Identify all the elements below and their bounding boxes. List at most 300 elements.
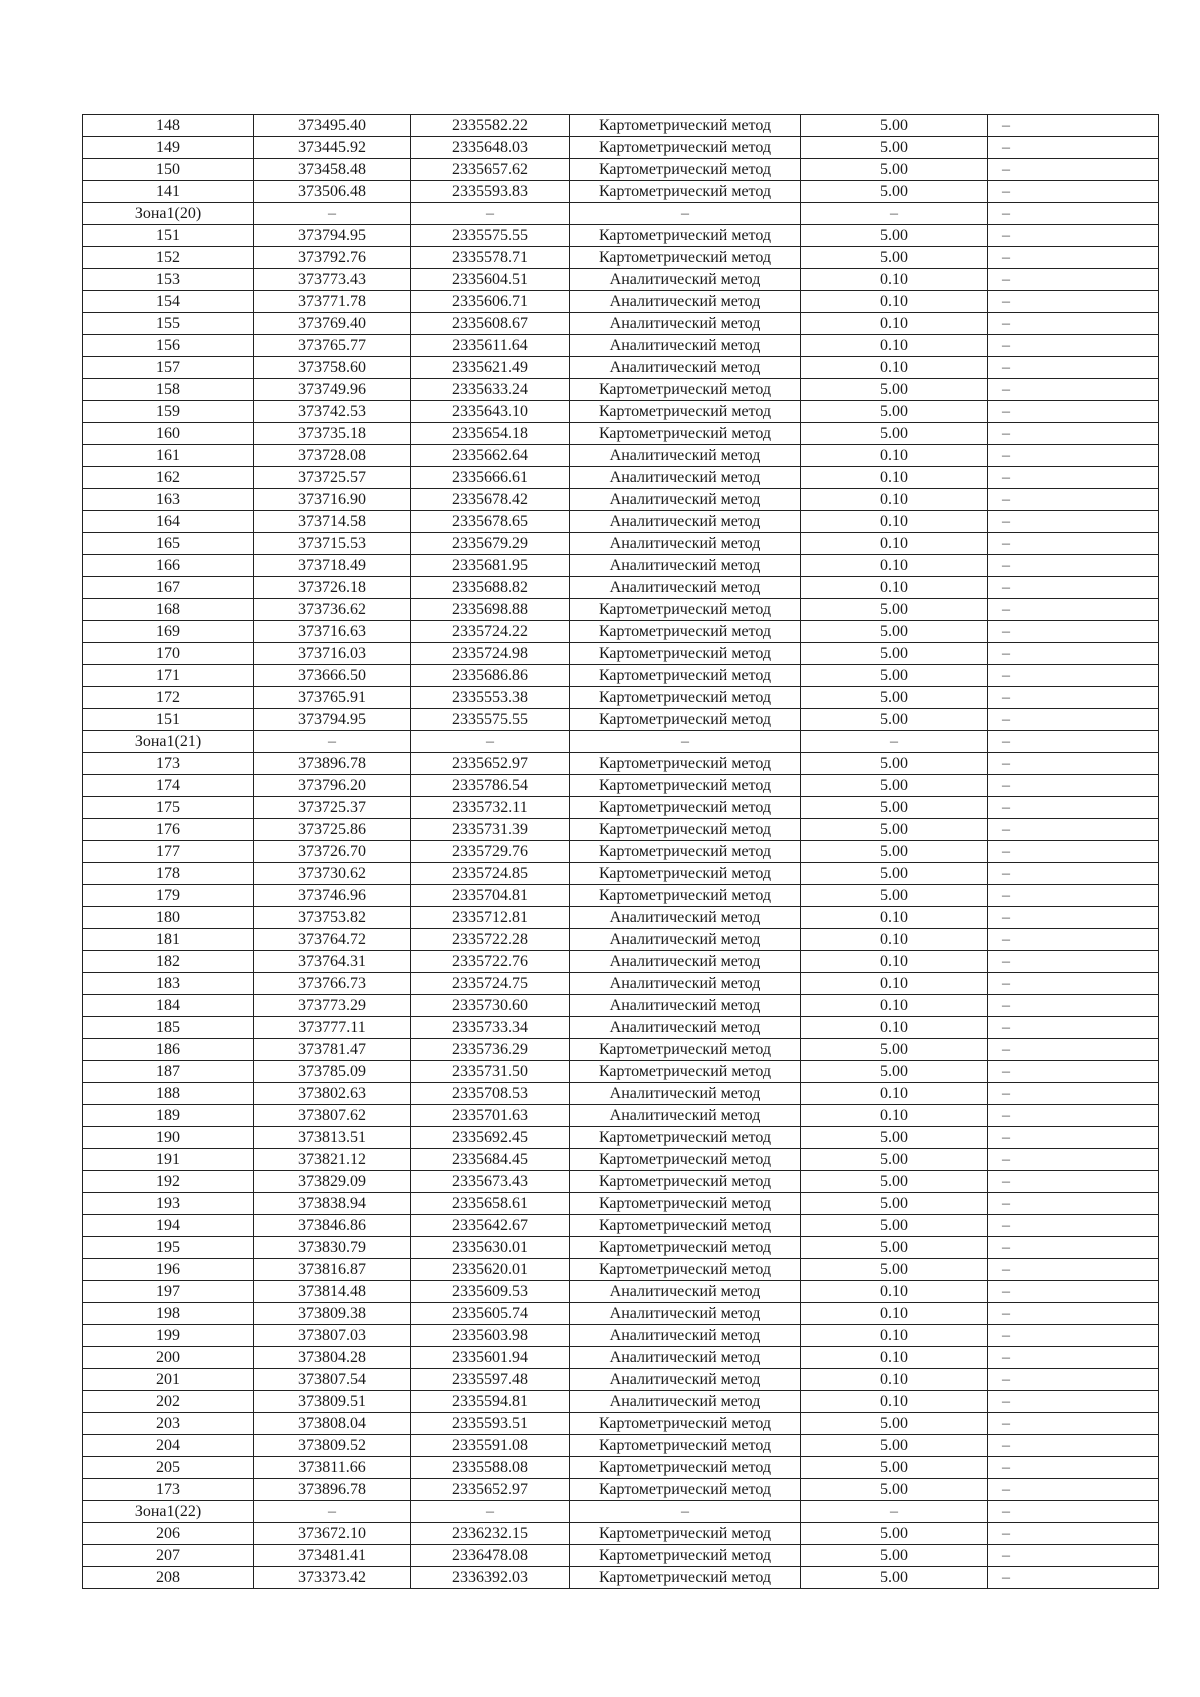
x-coordinate-cell: 373495.40 <box>254 115 411 137</box>
description-cell: – <box>988 1127 1159 1149</box>
point-number-cell: 182 <box>83 951 254 973</box>
x-coordinate-cell: 373725.57 <box>254 467 411 489</box>
method-cell: Картометрический метод <box>570 159 801 181</box>
accuracy-cell: – <box>801 731 988 753</box>
y-coordinate-cell: – <box>411 1501 570 1523</box>
y-coordinate-cell: 2336478.08 <box>411 1545 570 1567</box>
point-number-cell: 170 <box>83 643 254 665</box>
accuracy-cell: 0.10 <box>801 1369 988 1391</box>
table-row <box>83 1237 1159 1259</box>
method-cell: Аналитический метод <box>570 357 801 379</box>
point-number-cell: 152 <box>83 247 254 269</box>
method-cell: Картометрический метод <box>570 1259 801 1281</box>
x-coordinate-cell: 373794.95 <box>254 709 411 731</box>
x-coordinate-cell: 373753.82 <box>254 907 411 929</box>
x-coordinate-cell: 373766.73 <box>254 973 411 995</box>
description-cell: – <box>988 401 1159 423</box>
method-cell: Картометрический метод <box>570 1567 801 1589</box>
accuracy-cell: 5.00 <box>801 1435 988 1457</box>
description-cell: – <box>988 159 1159 181</box>
y-coordinate-cell: 2335731.39 <box>411 819 570 841</box>
point-number-cell: 189 <box>83 1105 254 1127</box>
x-coordinate-cell: 373718.49 <box>254 555 411 577</box>
table-row <box>83 137 1159 159</box>
y-coordinate-cell: 2335724.85 <box>411 863 570 885</box>
point-number-cell: 156 <box>83 335 254 357</box>
accuracy-cell: 5.00 <box>801 247 988 269</box>
x-coordinate-cell: 373809.52 <box>254 1435 411 1457</box>
description-cell: – <box>988 313 1159 335</box>
x-coordinate-cell: 373809.38 <box>254 1303 411 1325</box>
y-coordinate-cell: 2335633.24 <box>411 379 570 401</box>
method-cell: Аналитический метод <box>570 511 801 533</box>
x-coordinate-cell: 373746.96 <box>254 885 411 907</box>
x-coordinate-cell: 373445.92 <box>254 137 411 159</box>
accuracy-cell: 0.10 <box>801 1303 988 1325</box>
description-cell: – <box>988 357 1159 379</box>
table-row <box>83 225 1159 247</box>
accuracy-cell: 0.10 <box>801 357 988 379</box>
y-coordinate-cell: 2335588.08 <box>411 1457 570 1479</box>
y-coordinate-cell: 2335575.55 <box>411 225 570 247</box>
accuracy-cell: 5.00 <box>801 1545 988 1567</box>
accuracy-cell: 0.10 <box>801 467 988 489</box>
description-cell: – <box>988 643 1159 665</box>
accuracy-cell: 0.10 <box>801 577 988 599</box>
method-cell: Картометрический метод <box>570 401 801 423</box>
accuracy-cell: 0.10 <box>801 1347 988 1369</box>
table-row <box>83 379 1159 401</box>
table-row <box>83 643 1159 665</box>
table-row <box>83 1017 1159 1039</box>
y-coordinate-cell: 2336232.15 <box>411 1523 570 1545</box>
point-number-cell: 206 <box>83 1523 254 1545</box>
description-cell: – <box>988 907 1159 929</box>
table-row <box>83 929 1159 951</box>
method-cell: Аналитический метод <box>570 577 801 599</box>
table-row <box>83 1435 1159 1457</box>
y-coordinate-cell: 2335605.74 <box>411 1303 570 1325</box>
x-coordinate-cell: 373735.18 <box>254 423 411 445</box>
description-cell: – <box>988 1479 1159 1501</box>
point-number-cell: 185 <box>83 1017 254 1039</box>
method-cell: Картометрический метод <box>570 753 801 775</box>
point-number-cell: 196 <box>83 1259 254 1281</box>
x-coordinate-cell: 373807.62 <box>254 1105 411 1127</box>
method-cell: Аналитический метод <box>570 1017 801 1039</box>
point-number-cell: 151 <box>83 225 254 247</box>
method-cell: Картометрический метод <box>570 225 801 247</box>
x-coordinate-cell: 373804.28 <box>254 1347 411 1369</box>
accuracy-cell: 5.00 <box>801 1215 988 1237</box>
y-coordinate-cell: 2335611.64 <box>411 335 570 357</box>
method-cell: Картометрический метод <box>570 665 801 687</box>
x-coordinate-cell: 373816.87 <box>254 1259 411 1281</box>
table-row <box>83 1303 1159 1325</box>
y-coordinate-cell: 2335678.65 <box>411 511 570 533</box>
x-coordinate-cell: 373807.03 <box>254 1325 411 1347</box>
accuracy-cell: 5.00 <box>801 885 988 907</box>
y-coordinate-cell: 2335724.22 <box>411 621 570 643</box>
y-coordinate-cell: 2335732.11 <box>411 797 570 819</box>
description-cell: – <box>988 1259 1159 1281</box>
description-cell: – <box>988 599 1159 621</box>
table-row <box>83 665 1159 687</box>
accuracy-cell: 5.00 <box>801 159 988 181</box>
accuracy-cell: 5.00 <box>801 665 988 687</box>
method-cell: Картометрический метод <box>570 775 801 797</box>
y-coordinate-cell: 2335642.67 <box>411 1215 570 1237</box>
point-number-cell: 194 <box>83 1215 254 1237</box>
description-cell: – <box>988 1171 1159 1193</box>
point-number-cell: 176 <box>83 819 254 841</box>
point-number-cell: 197 <box>83 1281 254 1303</box>
point-number-cell: 188 <box>83 1083 254 1105</box>
method-cell: Картометрический метод <box>570 1215 801 1237</box>
accuracy-cell: 0.10 <box>801 269 988 291</box>
description-cell: – <box>988 1105 1159 1127</box>
table-row <box>83 1281 1159 1303</box>
accuracy-cell: 5.00 <box>801 1061 988 1083</box>
x-coordinate-cell: 373773.29 <box>254 995 411 1017</box>
y-coordinate-cell: 2335648.03 <box>411 137 570 159</box>
accuracy-cell: 0.10 <box>801 973 988 995</box>
x-coordinate-cell: 373714.58 <box>254 511 411 533</box>
x-coordinate-cell: 373765.77 <box>254 335 411 357</box>
table-row <box>83 401 1159 423</box>
point-number-cell: Зона1(20) <box>83 203 254 225</box>
y-coordinate-cell: 2335654.18 <box>411 423 570 445</box>
x-coordinate-cell: 373716.63 <box>254 621 411 643</box>
y-coordinate-cell: 2335688.82 <box>411 577 570 599</box>
x-coordinate-cell: 373771.78 <box>254 291 411 313</box>
accuracy-cell: 5.00 <box>801 797 988 819</box>
y-coordinate-cell: 2335609.53 <box>411 1281 570 1303</box>
point-number-cell: 148 <box>83 115 254 137</box>
method-cell: Аналитический метод <box>570 313 801 335</box>
table-row <box>83 1061 1159 1083</box>
table-row <box>83 1127 1159 1149</box>
accuracy-cell: 5.00 <box>801 1193 988 1215</box>
point-number-cell: 205 <box>83 1457 254 1479</box>
y-coordinate-cell: 2335684.45 <box>411 1149 570 1171</box>
table-row <box>83 1413 1159 1435</box>
y-coordinate-cell: 2335681.95 <box>411 555 570 577</box>
point-number-cell: 172 <box>83 687 254 709</box>
description-cell: – <box>988 1545 1159 1567</box>
accuracy-cell: – <box>801 203 988 225</box>
table-row <box>83 1171 1159 1193</box>
y-coordinate-cell: 2335679.29 <box>411 533 570 555</box>
zone-header-row <box>83 731 1159 753</box>
point-number-cell: 160 <box>83 423 254 445</box>
point-number-cell: 204 <box>83 1435 254 1457</box>
point-number-cell: 201 <box>83 1369 254 1391</box>
method-cell: Аналитический метод <box>570 1347 801 1369</box>
description-cell: – <box>988 225 1159 247</box>
accuracy-cell: 0.10 <box>801 1281 988 1303</box>
point-number-cell: Зона1(21) <box>83 731 254 753</box>
accuracy-cell: 5.00 <box>801 1259 988 1281</box>
y-coordinate-cell: 2335621.49 <box>411 357 570 379</box>
y-coordinate-cell: 2336392.03 <box>411 1567 570 1589</box>
description-cell: – <box>988 753 1159 775</box>
description-cell: – <box>988 885 1159 907</box>
table-row <box>83 753 1159 775</box>
table-row <box>83 1545 1159 1567</box>
y-coordinate-cell: 2335606.71 <box>411 291 570 313</box>
y-coordinate-cell: 2335722.28 <box>411 929 570 951</box>
accuracy-cell: 5.00 <box>801 1457 988 1479</box>
description-cell: – <box>988 973 1159 995</box>
point-number-cell: 198 <box>83 1303 254 1325</box>
x-coordinate-cell: 373809.51 <box>254 1391 411 1413</box>
method-cell: Картометрический метод <box>570 599 801 621</box>
x-coordinate-cell: 373769.40 <box>254 313 411 335</box>
x-coordinate-cell: 373808.04 <box>254 1413 411 1435</box>
table-row <box>83 1457 1159 1479</box>
description-cell: – <box>988 1523 1159 1545</box>
description-cell: – <box>988 1237 1159 1259</box>
accuracy-cell: 0.10 <box>801 313 988 335</box>
table-row <box>83 775 1159 797</box>
description-cell: – <box>988 203 1159 225</box>
description-cell: – <box>988 1193 1159 1215</box>
description-cell: – <box>988 511 1159 533</box>
method-cell: – <box>570 203 801 225</box>
description-cell: – <box>988 709 1159 731</box>
description-cell: – <box>988 115 1159 137</box>
x-coordinate-cell: – <box>254 1501 411 1523</box>
method-cell: Аналитический метод <box>570 973 801 995</box>
method-cell: Картометрический метод <box>570 423 801 445</box>
point-number-cell: 168 <box>83 599 254 621</box>
description-cell: – <box>988 269 1159 291</box>
accuracy-cell: 5.00 <box>801 599 988 621</box>
accuracy-cell: 5.00 <box>801 379 988 401</box>
table-row <box>83 533 1159 555</box>
table-row <box>83 1369 1159 1391</box>
method-cell: Картометрический метод <box>570 621 801 643</box>
x-coordinate-cell: 373764.72 <box>254 929 411 951</box>
x-coordinate-cell: 373794.95 <box>254 225 411 247</box>
method-cell: Картометрический метод <box>570 1193 801 1215</box>
table-row <box>83 511 1159 533</box>
description-cell: – <box>988 1325 1159 1347</box>
description-cell: – <box>988 1083 1159 1105</box>
x-coordinate-cell: 373896.78 <box>254 753 411 775</box>
accuracy-cell: 5.00 <box>801 687 988 709</box>
method-cell: Картометрический метод <box>570 1435 801 1457</box>
table-row <box>83 445 1159 467</box>
zone-header-row <box>83 1501 1159 1523</box>
accuracy-cell: 5.00 <box>801 1523 988 1545</box>
x-coordinate-cell: 373458.48 <box>254 159 411 181</box>
method-cell: Картометрический метод <box>570 1039 801 1061</box>
method-cell: Картометрический метод <box>570 137 801 159</box>
accuracy-cell: 0.10 <box>801 1017 988 1039</box>
description-cell: – <box>988 1435 1159 1457</box>
accuracy-cell: 5.00 <box>801 863 988 885</box>
x-coordinate-cell: 373726.70 <box>254 841 411 863</box>
description-cell: – <box>988 181 1159 203</box>
point-number-cell: 161 <box>83 445 254 467</box>
y-coordinate-cell: 2335582.22 <box>411 115 570 137</box>
description-cell: – <box>988 445 1159 467</box>
x-coordinate-cell: 373728.08 <box>254 445 411 467</box>
description-cell: – <box>988 1347 1159 1369</box>
table-row <box>83 819 1159 841</box>
x-coordinate-cell: 373765.91 <box>254 687 411 709</box>
description-cell: – <box>988 1215 1159 1237</box>
accuracy-cell: 0.10 <box>801 533 988 555</box>
x-coordinate-cell: 373807.54 <box>254 1369 411 1391</box>
table-row <box>83 577 1159 599</box>
accuracy-cell: 5.00 <box>801 753 988 775</box>
description-cell: – <box>988 929 1159 951</box>
description-cell: – <box>988 1149 1159 1171</box>
table-row <box>83 841 1159 863</box>
accuracy-cell: 0.10 <box>801 1391 988 1413</box>
method-cell: Аналитический метод <box>570 929 801 951</box>
x-coordinate-cell: 373726.18 <box>254 577 411 599</box>
method-cell: Аналитический метод <box>570 1281 801 1303</box>
description-cell: – <box>988 819 1159 841</box>
accuracy-cell: 5.00 <box>801 423 988 445</box>
x-coordinate-cell: 373811.66 <box>254 1457 411 1479</box>
method-cell: Картометрический метод <box>570 797 801 819</box>
point-number-cell: 187 <box>83 1061 254 1083</box>
table-row <box>83 247 1159 269</box>
accuracy-cell: 0.10 <box>801 951 988 973</box>
method-cell: Аналитический метод <box>570 951 801 973</box>
x-coordinate-cell: 373666.50 <box>254 665 411 687</box>
y-coordinate-cell: 2335553.38 <box>411 687 570 709</box>
accuracy-cell: 5.00 <box>801 181 988 203</box>
x-coordinate-cell: 373725.86 <box>254 819 411 841</box>
point-number-cell: 208 <box>83 1567 254 1589</box>
y-coordinate-cell: 2335597.48 <box>411 1369 570 1391</box>
table-row <box>83 1391 1159 1413</box>
y-coordinate-cell: 2335686.86 <box>411 665 570 687</box>
method-cell: Картометрический метод <box>570 1061 801 1083</box>
description-cell: – <box>988 1017 1159 1039</box>
description-cell: – <box>988 863 1159 885</box>
description-cell: – <box>988 577 1159 599</box>
description-cell: – <box>988 951 1159 973</box>
y-coordinate-cell: 2335593.83 <box>411 181 570 203</box>
description-cell: – <box>988 1281 1159 1303</box>
accuracy-cell: 0.10 <box>801 291 988 313</box>
table-row <box>83 1083 1159 1105</box>
x-coordinate-cell: – <box>254 203 411 225</box>
table-row <box>83 467 1159 489</box>
table-row <box>83 357 1159 379</box>
x-coordinate-cell: 373777.11 <box>254 1017 411 1039</box>
description-cell: – <box>988 555 1159 577</box>
method-cell: Аналитический метод <box>570 1325 801 1347</box>
table-row <box>83 335 1159 357</box>
x-coordinate-cell: 373749.96 <box>254 379 411 401</box>
accuracy-cell: 0.10 <box>801 555 988 577</box>
y-coordinate-cell: 2335608.67 <box>411 313 570 335</box>
method-cell: Аналитический метод <box>570 489 801 511</box>
table-row <box>83 291 1159 313</box>
x-coordinate-cell: 373785.09 <box>254 1061 411 1083</box>
method-cell: Картометрический метод <box>570 841 801 863</box>
point-number-cell: 164 <box>83 511 254 533</box>
accuracy-cell: 0.10 <box>801 335 988 357</box>
point-number-cell: 179 <box>83 885 254 907</box>
point-number-cell: 155 <box>83 313 254 335</box>
table-row <box>83 489 1159 511</box>
point-number-cell: 165 <box>83 533 254 555</box>
point-number-cell: 167 <box>83 577 254 599</box>
accuracy-cell: 5.00 <box>801 643 988 665</box>
accuracy-cell: 5.00 <box>801 401 988 423</box>
description-cell: – <box>988 665 1159 687</box>
method-cell: Картометрический метод <box>570 1237 801 1259</box>
table-row <box>83 159 1159 181</box>
accuracy-cell: 5.00 <box>801 225 988 247</box>
accuracy-cell: 0.10 <box>801 907 988 929</box>
x-coordinate-cell: 373506.48 <box>254 181 411 203</box>
x-coordinate-cell: 373764.31 <box>254 951 411 973</box>
point-number-cell: 166 <box>83 555 254 577</box>
coordinates-table-body <box>83 115 1159 1589</box>
point-number-cell: Зона1(22) <box>83 1501 254 1523</box>
point-number-cell: 200 <box>83 1347 254 1369</box>
method-cell: Картометрический метод <box>570 1127 801 1149</box>
description-cell: – <box>988 1457 1159 1479</box>
point-number-cell: 153 <box>83 269 254 291</box>
y-coordinate-cell: 2335678.42 <box>411 489 570 511</box>
table-row <box>83 1215 1159 1237</box>
method-cell: Аналитический метод <box>570 1369 801 1391</box>
y-coordinate-cell: 2335724.98 <box>411 643 570 665</box>
accuracy-cell: 0.10 <box>801 1105 988 1127</box>
x-coordinate-cell: 373715.53 <box>254 533 411 555</box>
accuracy-cell: 5.00 <box>801 115 988 137</box>
point-number-cell: 177 <box>83 841 254 863</box>
table-row <box>83 709 1159 731</box>
description-cell: – <box>988 1061 1159 1083</box>
description-cell: – <box>988 1413 1159 1435</box>
accuracy-cell: 5.00 <box>801 137 988 159</box>
description-cell: – <box>988 1369 1159 1391</box>
point-number-cell: 174 <box>83 775 254 797</box>
point-number-cell: 173 <box>83 1479 254 1501</box>
description-cell: – <box>988 621 1159 643</box>
x-coordinate-cell: 373896.78 <box>254 1479 411 1501</box>
y-coordinate-cell: 2335712.81 <box>411 907 570 929</box>
accuracy-cell: 5.00 <box>801 1237 988 1259</box>
method-cell: Аналитический метод <box>570 1083 801 1105</box>
y-coordinate-cell: 2335601.94 <box>411 1347 570 1369</box>
y-coordinate-cell: 2335729.76 <box>411 841 570 863</box>
point-number-cell: 203 <box>83 1413 254 1435</box>
table-row <box>83 951 1159 973</box>
point-number-cell: 154 <box>83 291 254 313</box>
table-row <box>83 1347 1159 1369</box>
description-cell: – <box>988 467 1159 489</box>
point-number-cell: 183 <box>83 973 254 995</box>
accuracy-cell: 5.00 <box>801 709 988 731</box>
accuracy-cell: 5.00 <box>801 1171 988 1193</box>
accuracy-cell: – <box>801 1501 988 1523</box>
accuracy-cell: 0.10 <box>801 995 988 1017</box>
point-number-cell: 162 <box>83 467 254 489</box>
